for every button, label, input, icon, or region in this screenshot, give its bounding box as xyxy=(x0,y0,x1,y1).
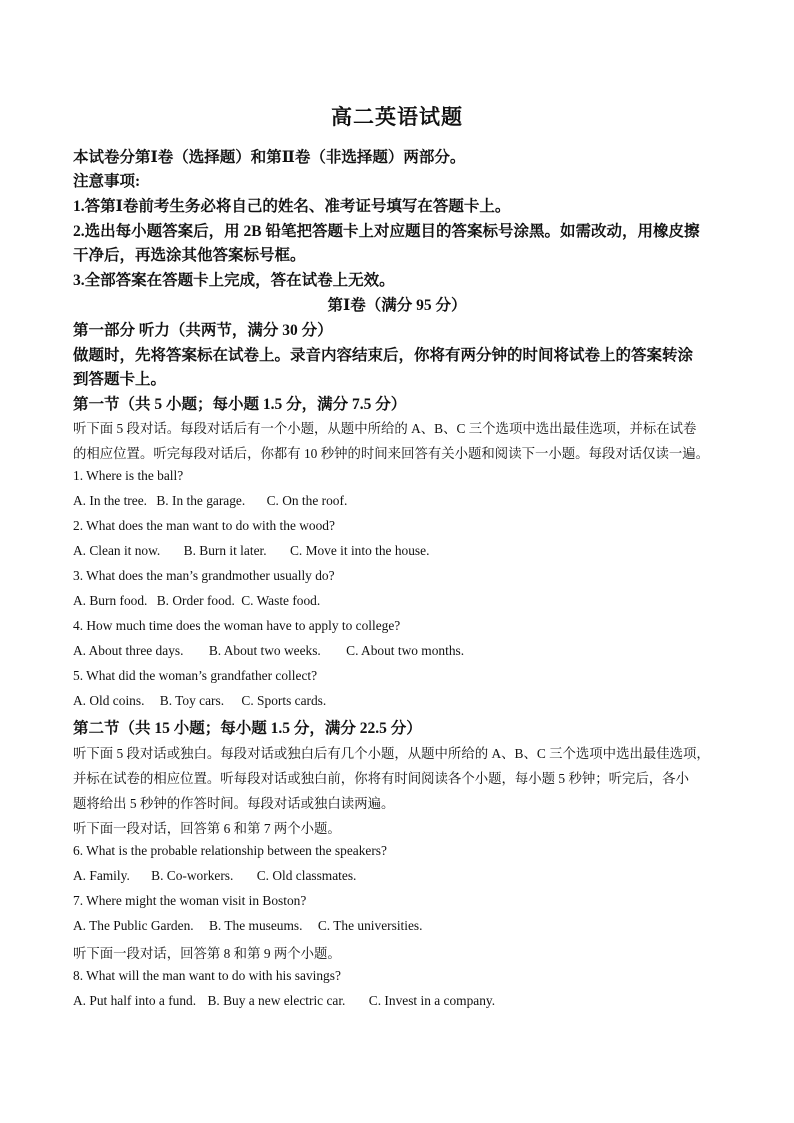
options-row xyxy=(73,593,320,609)
part-1-instruction: 做题时，先将答案标在试卷上。录音内容结束后，你将有两分钟的时间将试卷上的答案转涂 xyxy=(73,347,694,364)
option-c: C. Invest in a company. xyxy=(368,993,496,1008)
question: 6. What is the probable relationship between the speakers? xyxy=(73,843,387,858)
option-c: C. The universities. xyxy=(317,918,423,933)
option-a: A. Family. xyxy=(73,868,130,883)
option-a: A. Put half into a fund. xyxy=(73,993,197,1008)
dialog-intro: 听下面一段对话，回答第 6 和第 7 两个小题。 xyxy=(73,821,341,836)
section-2-instruction: 听下面 5 段对话或独白。每段对话或独白后有几个小题，从题中所给的 A、B、C 三个选项中选出最佳选项， xyxy=(73,746,710,761)
question: 5. What did the woman’s grandfather collect? xyxy=(73,668,318,683)
option-b: B. Burn it later. xyxy=(183,543,267,558)
question: 4. How much time does the woman have to apply to college? xyxy=(73,618,401,633)
dialog-intro: 听下面一段对话，回答第 8 和第 9 两个小题。 xyxy=(73,946,341,961)
option-c: C. On the roof. xyxy=(266,493,348,508)
question: 2. What does the man want to do with the wood? xyxy=(73,518,335,533)
question: 8. What will the man want to do with his savings? xyxy=(73,968,341,983)
section-2-instruction-cont: 并标在试卷的相应位置。听每段对话或独白前，你将有时间阅读各个小题，每小题 5 秒钟；听完后，各小 xyxy=(73,771,689,786)
option-b: B. About two weeks. xyxy=(208,643,321,658)
options-row xyxy=(73,993,495,1009)
option-a: A. About three days. xyxy=(73,643,184,658)
note-1: 1.答第Ⅰ卷前考生务必将自己的姓名、准考证号填写在答题卡上。 xyxy=(73,198,511,215)
option-c: C. Sports cards. xyxy=(241,693,327,708)
section-1-instruction: 听下面 5 段对话。每段对话后有一个小题，从题中所给的 A、B、C 三个选项中选出最佳选项，并标在试卷 xyxy=(73,421,697,436)
question: 1. Where is the ball? xyxy=(73,468,184,483)
options-row xyxy=(73,693,326,709)
section-2-heading: 第二节（共 15 小题；每小题 1.5 分，满分 22.5 分） xyxy=(73,720,422,737)
option-c: C. Old classmates. xyxy=(256,868,357,883)
options-row xyxy=(73,643,464,659)
part-1-heading: 第一部分 听力（共两节，满分 30 分） xyxy=(73,322,333,339)
option-b: B. Buy a new electric car. xyxy=(207,993,346,1008)
option-b: B. Co-workers. xyxy=(151,868,234,883)
section-1-heading: 第一节（共 5 小题；每小题 1.5 分，满分 7.5 分） xyxy=(73,396,407,413)
intro-line: 本试卷分第Ⅰ卷（选择题）和第Ⅱ卷（非选择题）两部分。 xyxy=(73,149,466,166)
option-a: A. Burn food. xyxy=(73,593,148,608)
question: 7. Where might the woman visit in Boston? xyxy=(73,893,307,908)
question: 3. What does the man’s grandmother usually do? xyxy=(73,568,335,583)
option-a: A. Old coins. xyxy=(73,693,145,708)
options-row xyxy=(73,868,356,884)
section-2-instruction-cont: 题将给出 5 秒钟的作答时间。每段对话或独白读两遍。 xyxy=(73,796,395,811)
option-b: B. Order food. xyxy=(156,593,235,608)
page-title: 高二英语试题 xyxy=(331,105,463,129)
option-b: B. In the garage. xyxy=(156,493,246,508)
option-b: B. The museums. xyxy=(208,918,303,933)
option-c: C. Waste food. xyxy=(241,593,321,608)
note-2-cont: 干净后，再选涂其他答案标号框。 xyxy=(73,247,306,264)
part-1-instruction-cont: 到答题卡上。 xyxy=(73,371,167,388)
options-row xyxy=(73,543,429,559)
options-row xyxy=(73,918,422,934)
option-c: C. Move it into the house. xyxy=(289,543,430,558)
note-2: 2.选出每小题答案后，用 2B 铅笔把答题卡上对应题目的答案标号涂黑。如需改动，用橡皮擦 xyxy=(73,223,700,240)
section-1-instruction-cont: 的相应位置。听完每段对话后，你都有 10 秒钟的时间来回答有关小题和阅读下一小题。每段对话仅读一遍。 xyxy=(73,446,710,461)
note-3: 3.全部答案在答题卡上完成，答在试卷上无效。 xyxy=(73,272,395,289)
option-a: A. In the tree. xyxy=(73,493,147,508)
option-c: C. About two months. xyxy=(346,643,465,658)
options-row xyxy=(73,493,347,509)
option-a: A. Clean it now. xyxy=(73,543,161,558)
volume-1-heading: 第Ⅰ卷（满分 95 分） xyxy=(327,297,467,314)
option-a: A. The Public Garden. xyxy=(73,918,194,933)
option-b: B. Toy cars. xyxy=(159,693,225,708)
notes-heading: 注意事项: xyxy=(73,173,141,190)
